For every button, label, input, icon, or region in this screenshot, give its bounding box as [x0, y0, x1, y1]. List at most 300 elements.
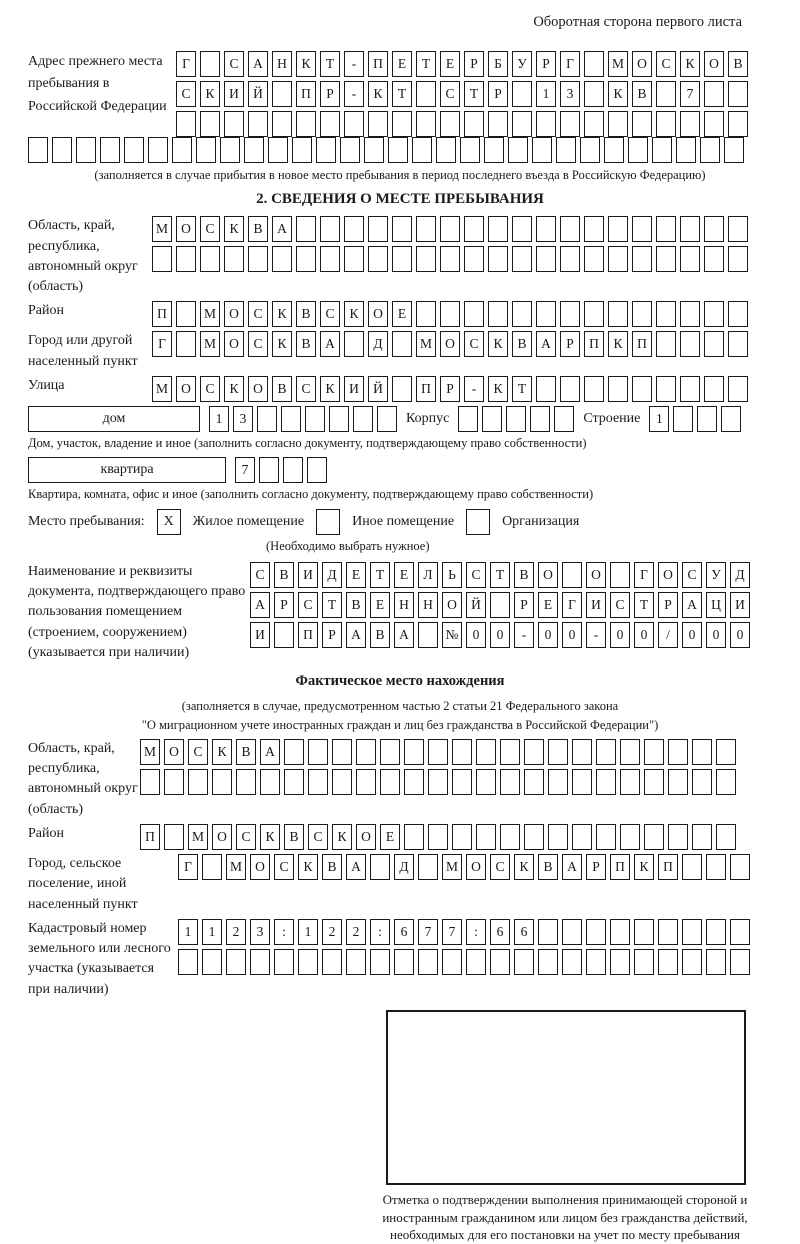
char-cell — [632, 216, 652, 242]
char-cell: С — [200, 216, 220, 242]
char-cell: Е — [370, 592, 390, 618]
char-cell — [164, 769, 184, 795]
char-cell — [416, 111, 436, 137]
char-cell — [512, 216, 532, 242]
char-cell — [668, 769, 688, 795]
korpus-label: Корпус — [406, 411, 450, 427]
char-cell: К — [332, 824, 352, 850]
char-cell: Р — [586, 854, 606, 880]
char-cell — [560, 246, 580, 272]
char-cell — [404, 739, 424, 765]
char-cell — [680, 111, 700, 137]
char-cell: Н — [272, 51, 292, 77]
char-cell — [704, 376, 724, 402]
actual-location-note-1: (заполняется в случае, предусмотренном частью 2 статьи 21 Федерального закона — [181, 699, 619, 714]
char-cell: А — [250, 592, 270, 618]
char-cell — [248, 246, 268, 272]
apartment-cells — [235, 457, 327, 483]
char-cell: 0 — [538, 622, 558, 648]
document-label: Наименование и реквизиты документа, подтверждающего право пользования помещением (строением, сооружением) (указывается при наличии) — [28, 563, 246, 660]
char-cell: Г — [634, 562, 654, 588]
char-cell: Е — [440, 51, 460, 77]
char-cell — [272, 81, 292, 107]
char-cell — [730, 949, 750, 975]
char-cell — [412, 137, 432, 163]
char-cell — [604, 137, 624, 163]
char-cell — [634, 949, 654, 975]
char-cell: В — [296, 301, 316, 327]
char-cell — [656, 376, 676, 402]
char-cell — [428, 739, 448, 765]
char-cell: Г — [152, 331, 172, 357]
header-note: Оборотная сторона первого листа — [533, 14, 742, 30]
char-cell: К — [608, 81, 628, 107]
char-cell: М — [226, 854, 246, 880]
char-cell: Ц — [706, 592, 726, 618]
char-cell — [610, 562, 630, 588]
char-cell — [460, 137, 480, 163]
char-cell — [281, 406, 301, 432]
char-cell: Р — [488, 81, 508, 107]
char-cell: 7 — [235, 457, 255, 483]
char-cell — [176, 301, 196, 327]
char-cell: В — [632, 81, 652, 107]
char-cell: В — [236, 739, 256, 765]
char-cell — [466, 949, 486, 975]
char-cell: Т — [490, 562, 510, 588]
char-cell — [644, 769, 664, 795]
char-cell — [728, 246, 748, 272]
char-cell — [200, 111, 220, 137]
char-cell: М — [200, 301, 220, 327]
char-cell: И — [250, 622, 270, 648]
actual-region-rows — [140, 739, 736, 795]
char-cell: 0 — [466, 622, 486, 648]
char-cell: Ь — [442, 562, 462, 588]
char-cell: С — [248, 301, 268, 327]
region-label: Область, край, республика, автономный округ (область) — [28, 218, 138, 295]
char-cell — [164, 824, 184, 850]
char-cell: Л — [418, 562, 438, 588]
char-cell — [284, 739, 304, 765]
char-cell: М — [152, 376, 172, 402]
char-cell — [344, 331, 364, 357]
char-cell — [673, 406, 693, 432]
char-cell: С — [176, 81, 196, 107]
char-cell: С — [308, 824, 328, 850]
stay-note: (Необходимо выбрать нужное) — [266, 538, 430, 553]
char-cell — [706, 949, 726, 975]
char-cell: О — [224, 301, 244, 327]
char-cell: П — [416, 376, 436, 402]
char-cell — [340, 137, 360, 163]
char-cell — [556, 137, 576, 163]
document-row-1 — [250, 562, 750, 588]
char-cell — [344, 216, 364, 242]
char-cell: И — [586, 592, 606, 618]
char-cell: П — [368, 51, 388, 77]
char-cell: В — [284, 824, 304, 850]
char-cell — [440, 246, 460, 272]
char-cell — [548, 769, 568, 795]
char-cell: 1 — [178, 919, 198, 945]
char-cell — [464, 246, 484, 272]
char-cell: С — [274, 854, 294, 880]
char-cell — [608, 246, 628, 272]
document-block — [28, 562, 772, 663]
char-cell — [490, 592, 510, 618]
house-caption: Дом, участок, владение и иное (заполнить согласно документу, подтверждающему право собственности) — [28, 436, 587, 451]
char-cell — [704, 81, 724, 107]
char-cell: П — [140, 824, 160, 850]
char-cell: О — [356, 824, 376, 850]
char-cell: 1 — [202, 919, 222, 945]
char-cell: В — [248, 216, 268, 242]
char-cell — [656, 301, 676, 327]
char-cell — [307, 457, 327, 483]
stay-type-label: Место пребывания: — [28, 513, 145, 529]
char-cell — [364, 137, 384, 163]
char-cell: 6 — [514, 919, 534, 945]
char-cell — [704, 216, 724, 242]
char-cell — [353, 406, 373, 432]
char-cell — [298, 949, 318, 975]
char-cell — [392, 376, 412, 402]
char-cell — [706, 854, 726, 880]
char-cell: А — [346, 622, 366, 648]
char-cell — [584, 51, 604, 77]
char-cell: Н — [418, 592, 438, 618]
char-cell — [512, 301, 532, 327]
street-label: Улица — [28, 378, 65, 394]
char-cell — [584, 376, 604, 402]
char-cell: С — [250, 562, 270, 588]
char-cell — [418, 622, 438, 648]
char-cell — [346, 949, 366, 975]
char-cell: К — [212, 739, 232, 765]
char-cell — [706, 919, 726, 945]
char-cell: Е — [392, 301, 412, 327]
char-cell — [272, 111, 292, 137]
char-cell — [176, 111, 196, 137]
city-label: Город или другой населенный пункт — [28, 333, 138, 369]
char-cell: К — [224, 376, 244, 402]
char-cell — [320, 246, 340, 272]
char-cell — [728, 331, 748, 357]
char-cell — [200, 246, 220, 272]
char-cell — [512, 111, 532, 137]
char-cell: И — [344, 376, 364, 402]
document-row-2 — [250, 592, 750, 618]
char-cell — [259, 457, 279, 483]
char-cell: С — [610, 592, 630, 618]
char-cell — [488, 246, 508, 272]
char-cell: М — [140, 739, 160, 765]
char-cell — [428, 769, 448, 795]
char-cell — [388, 137, 408, 163]
char-cell: 0 — [730, 622, 750, 648]
char-cell — [692, 769, 712, 795]
cadastral-row-2 — [178, 949, 750, 975]
char-cell: 7 — [442, 919, 462, 945]
char-cell — [476, 824, 496, 850]
char-cell — [728, 111, 748, 137]
char-cell: 6 — [394, 919, 414, 945]
char-cell — [716, 824, 736, 850]
char-cell — [416, 246, 436, 272]
char-cell — [704, 301, 724, 327]
char-cell — [620, 824, 640, 850]
prev-address-rows — [176, 51, 748, 137]
char-cell — [464, 216, 484, 242]
char-cell — [344, 246, 364, 272]
char-cell: И — [224, 81, 244, 107]
char-cell — [202, 949, 222, 975]
char-cell — [416, 301, 436, 327]
char-cell — [418, 949, 438, 975]
char-cell — [656, 216, 676, 242]
house-block — [28, 406, 772, 432]
district-block — [28, 301, 772, 327]
char-cell — [656, 246, 676, 272]
char-cell: В — [514, 562, 534, 588]
char-cell: Г — [560, 51, 580, 77]
char-cell: П — [610, 854, 630, 880]
option-zhiloe-label: Жилое помещение — [192, 513, 305, 529]
prev-address-caption: (заполняется в случае прибытия в новое место пребывания в период последнего въезда в Российскую Федерацию) — [94, 168, 706, 182]
char-cell — [272, 246, 292, 272]
char-cell — [608, 376, 628, 402]
region-rows — [152, 216, 748, 272]
char-cell — [440, 216, 460, 242]
char-cell — [226, 949, 246, 975]
char-cell: Й — [368, 376, 388, 402]
char-cell — [728, 216, 748, 242]
char-cell: Т — [392, 81, 412, 107]
char-cell — [284, 769, 304, 795]
actual-district-row — [140, 824, 736, 850]
char-cell — [668, 739, 688, 765]
char-cell — [704, 331, 724, 357]
char-cell — [370, 854, 390, 880]
char-cell: К — [680, 51, 700, 77]
char-cell — [332, 769, 352, 795]
char-cell — [140, 769, 160, 795]
char-cell: 1 — [536, 81, 556, 107]
char-cell — [152, 246, 172, 272]
char-cell — [716, 739, 736, 765]
char-cell — [608, 216, 628, 242]
char-cell: К — [272, 331, 292, 357]
document-rows — [250, 562, 750, 648]
char-cell: О — [248, 376, 268, 402]
char-cell: С — [464, 331, 484, 357]
char-cell: С — [248, 331, 268, 357]
char-cell — [52, 137, 72, 163]
char-cell: Р — [514, 592, 534, 618]
char-cell — [356, 739, 376, 765]
char-cell — [283, 457, 303, 483]
char-cell: О — [176, 376, 196, 402]
char-cell — [320, 216, 340, 242]
checkbox-zhiloe[interactable]: X — [157, 509, 181, 535]
char-cell — [442, 949, 462, 975]
char-cell — [436, 137, 456, 163]
char-cell: Е — [392, 51, 412, 77]
char-cell: Й — [248, 81, 268, 107]
char-cell: М — [608, 51, 628, 77]
char-cell: С — [656, 51, 676, 77]
char-cell — [440, 301, 460, 327]
char-cell: Р — [320, 81, 340, 107]
char-cell: 2 — [346, 919, 366, 945]
char-cell: - — [514, 622, 534, 648]
char-cell: Й — [466, 592, 486, 618]
char-cell — [728, 81, 748, 107]
char-cell — [680, 301, 700, 327]
char-cell — [404, 824, 424, 850]
char-cell — [530, 406, 550, 432]
char-cell: Б — [488, 51, 508, 77]
char-cell — [452, 824, 472, 850]
char-cell: 0 — [682, 622, 702, 648]
char-cell — [704, 246, 724, 272]
char-cell — [632, 301, 652, 327]
char-cell: 1 — [649, 406, 669, 432]
char-cell — [584, 301, 604, 327]
char-cell: - — [586, 622, 606, 648]
document-row-3 — [250, 622, 750, 648]
char-cell — [220, 137, 240, 163]
char-cell — [524, 739, 544, 765]
apartment-caption: Квартира, комната, офис и иное (заполнить согласно документу, подтверждающему право собственности) — [28, 487, 594, 502]
char-cell: 3 — [250, 919, 270, 945]
char-cell: Е — [394, 562, 414, 588]
char-cell — [274, 949, 294, 975]
char-cell: Е — [538, 592, 558, 618]
char-cell — [329, 406, 349, 432]
char-cell — [476, 769, 496, 795]
char-cell — [416, 216, 436, 242]
char-cell — [682, 854, 702, 880]
checkbox-inoe[interactable] — [316, 509, 340, 535]
char-cell: О — [224, 331, 244, 357]
char-cell — [656, 331, 676, 357]
street-row — [152, 376, 748, 402]
char-cell: С — [320, 301, 340, 327]
char-cell — [596, 824, 616, 850]
char-cell: К — [634, 854, 654, 880]
char-cell — [536, 216, 556, 242]
char-cell: Р — [464, 51, 484, 77]
char-cell: А — [248, 51, 268, 77]
char-cell: О — [658, 562, 678, 588]
char-cell — [488, 111, 508, 137]
char-cell: М — [416, 331, 436, 357]
char-cell — [392, 246, 412, 272]
char-cell: О — [212, 824, 232, 850]
char-cell: А — [536, 331, 556, 357]
char-cell — [560, 376, 580, 402]
char-cell — [572, 739, 592, 765]
prev-address-row-2 — [176, 81, 748, 107]
char-cell: 6 — [490, 919, 510, 945]
char-cell — [634, 919, 654, 945]
char-cell: Т — [370, 562, 390, 588]
prev-address-row-4 — [28, 137, 772, 163]
char-cell — [488, 301, 508, 327]
char-cell: Г — [176, 51, 196, 77]
char-cell: К — [514, 854, 534, 880]
char-cell: У — [512, 51, 532, 77]
option-organizaciya-label: Организация — [502, 513, 580, 529]
char-cell — [452, 769, 472, 795]
char-cell: 0 — [490, 622, 510, 648]
char-cell: 1 — [298, 919, 318, 945]
char-cell — [416, 81, 436, 107]
char-cell — [658, 919, 678, 945]
region-row-2 — [152, 246, 748, 272]
char-cell: В — [272, 376, 292, 402]
char-cell — [394, 949, 414, 975]
char-cell: О — [466, 854, 486, 880]
char-cell: Е — [346, 562, 366, 588]
char-cell — [554, 406, 574, 432]
char-cell: В — [322, 854, 342, 880]
char-cell: В — [370, 622, 390, 648]
char-cell — [632, 111, 652, 137]
actual-region-row-1 — [140, 739, 736, 765]
char-cell: В — [274, 562, 294, 588]
actual-city-row — [178, 854, 750, 880]
char-cell — [148, 137, 168, 163]
char-cell: С — [440, 81, 460, 107]
stamp-area — [386, 1010, 746, 1185]
char-cell — [512, 246, 532, 272]
char-cell: 3 — [233, 406, 253, 432]
char-cell: Д — [322, 562, 342, 588]
actual-location-title: Фактическое место нахождения — [295, 673, 505, 690]
char-cell — [296, 246, 316, 272]
char-cell — [458, 406, 478, 432]
char-cell — [296, 111, 316, 137]
char-cell: В — [346, 592, 366, 618]
char-cell — [484, 137, 504, 163]
char-cell — [532, 137, 552, 163]
char-cell: К — [298, 854, 318, 880]
char-cell — [682, 949, 702, 975]
char-cell: В — [512, 331, 532, 357]
char-cell: С — [466, 562, 486, 588]
char-cell: С — [224, 51, 244, 77]
char-cell: С — [298, 592, 318, 618]
char-cell: Т — [416, 51, 436, 77]
char-cell: Н — [394, 592, 414, 618]
house-label-box: дом — [28, 406, 200, 432]
char-cell — [697, 406, 717, 432]
char-cell: К — [344, 301, 364, 327]
char-cell — [506, 406, 526, 432]
char-cell: 0 — [610, 622, 630, 648]
char-cell — [572, 824, 592, 850]
char-cell: Т — [634, 592, 654, 618]
char-cell: О — [368, 301, 388, 327]
char-cell: Р — [658, 592, 678, 618]
checkbox-organizaciya[interactable] — [466, 509, 490, 535]
char-cell — [248, 111, 268, 137]
char-cell: О — [176, 216, 196, 242]
char-cell — [392, 216, 412, 242]
